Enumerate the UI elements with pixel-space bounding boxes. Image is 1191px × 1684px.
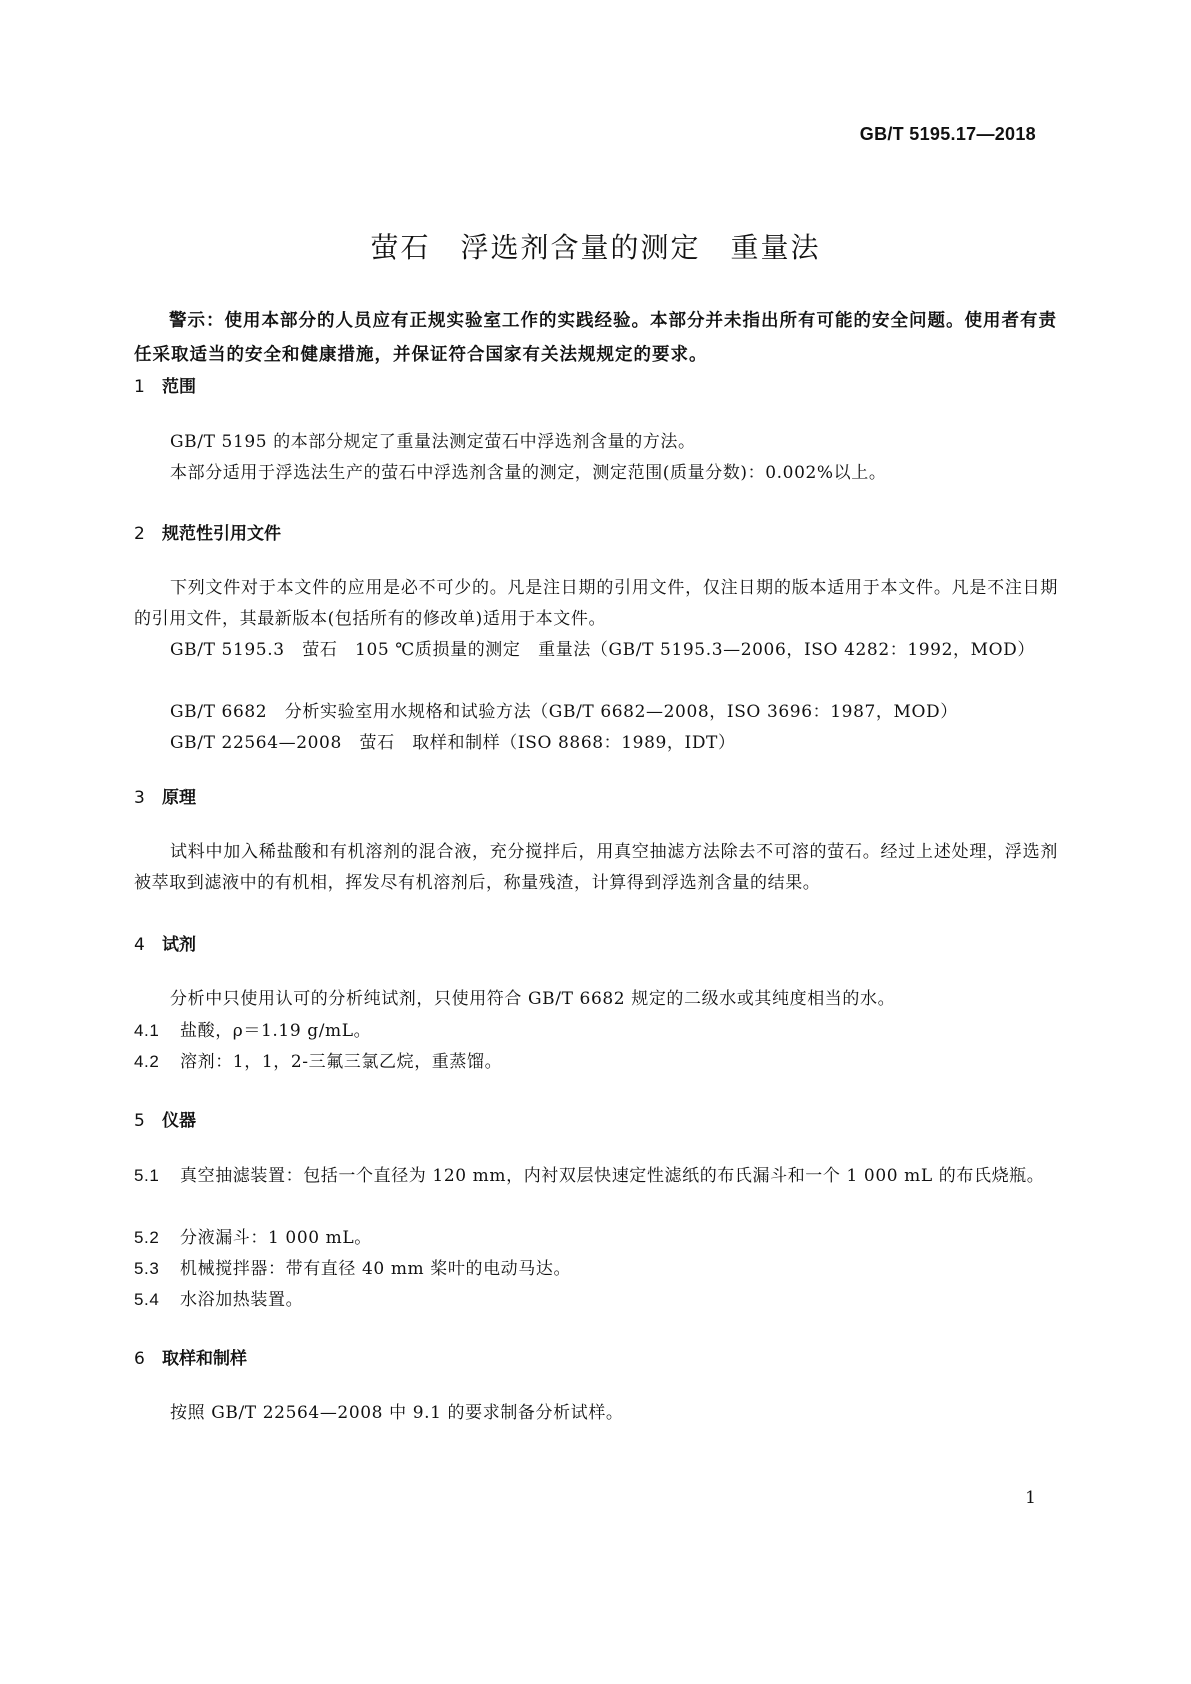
section-number: 2 [134, 524, 145, 544]
reagents-paragraph: 分析中只使用认可的分析纯试剂，只使用符合 GB/T 6682 规定的二级水或其纯度相当的水。 [170, 989, 896, 1009]
item-text: 溶剂：1，1，2-三氟三氯乙烷，重蒸馏。 [180, 1052, 503, 1072]
apparatus-item [134, 1222, 1058, 1254]
item-text: 真空抽滤装置：包括一个直径为 120 mm，内衬双层快速定性滤纸的布氏漏斗和一个 1 000 mL 的布氏烧瓶。 [180, 1166, 1045, 1186]
section-heading-normative-references [134, 519, 281, 544]
scope-paragraph: 本部分适用于浮选法生产的萤石中浮选剂含量的测定，测定范围(质量分数)：0.002%以上。 [170, 463, 887, 483]
item-number: 5.1 [134, 1166, 160, 1185]
item-number: 4.2 [134, 1052, 160, 1071]
reagent-item [134, 1015, 1058, 1047]
reference-entry: GB/T 22564—2008 萤石 取样和制样（ISO 8868：1989，IDT） [170, 733, 736, 753]
section-title: 原理 [162, 788, 196, 808]
apparatus-item [134, 1160, 1058, 1192]
item-text: 水浴加热装置。 [180, 1290, 304, 1310]
item-number: 5.3 [134, 1259, 160, 1278]
section-title: 仪器 [162, 1111, 196, 1131]
section-title: 规范性引用文件 [162, 524, 281, 544]
section-number: 6 [134, 1349, 145, 1369]
item-text: 分液漏斗：1 000 mL。 [180, 1228, 372, 1248]
item-number: 5.2 [134, 1228, 160, 1247]
section-heading-sampling [134, 1344, 247, 1369]
document-title: 萤石 浮选剂含量的测定 重量法 [370, 231, 821, 264]
item-text: 盐酸，ρ＝1.19 g/mL。 [180, 1021, 372, 1041]
apparatus-item [134, 1253, 1058, 1285]
section-number: 3 [134, 788, 145, 808]
standard-code: GB/T 5195.17—2018 [859, 124, 1036, 144]
reference-entry: GB/T 6682 分析实验室用水规格和试验方法（GB/T 6682—2008，ISO 3696：1987，MOD） [170, 702, 958, 722]
item-text: 机械搅拌器：带有直径 40 mm 桨叶的电动马达。 [180, 1259, 572, 1279]
section-heading-reagents [134, 930, 196, 955]
page-number: 1 [1025, 1488, 1036, 1508]
item-number: 5.4 [134, 1290, 160, 1309]
section-heading-principle [134, 783, 196, 808]
sampling-paragraph: 按照 GB/T 22564—2008 中 9.1 的要求制备分析试样。 [170, 1403, 624, 1423]
scope-paragraph: GB/T 5195 的本部分规定了重量法测定萤石中浮选剂含量的方法。 [170, 432, 696, 452]
section-title: 范围 [162, 377, 196, 397]
principle-paragraph: 试料中加入稀盐酸和有机溶剂的混合液，充分搅拌后，用真空抽滤方法除去不可溶的萤石。经过上述处理，浮选剂被萃取到滤液中的有机相，挥发尽有机溶剂后，称量残渣，计算得到浮选剂含量的结果。 [134, 842, 1058, 893]
section-number: 5 [134, 1111, 145, 1131]
section-title: 试剂 [162, 935, 196, 955]
warning-notice: 警示：使用本部分的人员应有正规实验室工作的实践经验。本部分并未指出所有可能的安全问题。使用者有责任采取适当的安全和健康措施，并保证符合国家有关法规规定的要求。 [134, 311, 1057, 365]
apparatus-item [134, 1284, 1058, 1316]
item-number: 4.1 [134, 1021, 160, 1040]
reagent-item [134, 1046, 1058, 1078]
section-number: 4 [134, 935, 145, 955]
reference-entry: GB/T 5195.3 萤石 105 ℃质损量的测定 重量法（GB/T 5195.3—2006，ISO 4282：1992，MOD） [170, 640, 1035, 660]
references-intro-paragraph: 下列文件对于本文件的应用是必不可少的。凡是注日期的引用文件，仅注日期的版本适用于本文件。凡是不注日期的引用文件，其最新版本(包括所有的修改单)适用于本文件。 [134, 578, 1058, 629]
section-heading-apparatus [134, 1106, 196, 1131]
section-title: 取样和制样 [162, 1349, 247, 1369]
section-heading-scope [134, 372, 196, 397]
section-number: 1 [134, 377, 145, 397]
